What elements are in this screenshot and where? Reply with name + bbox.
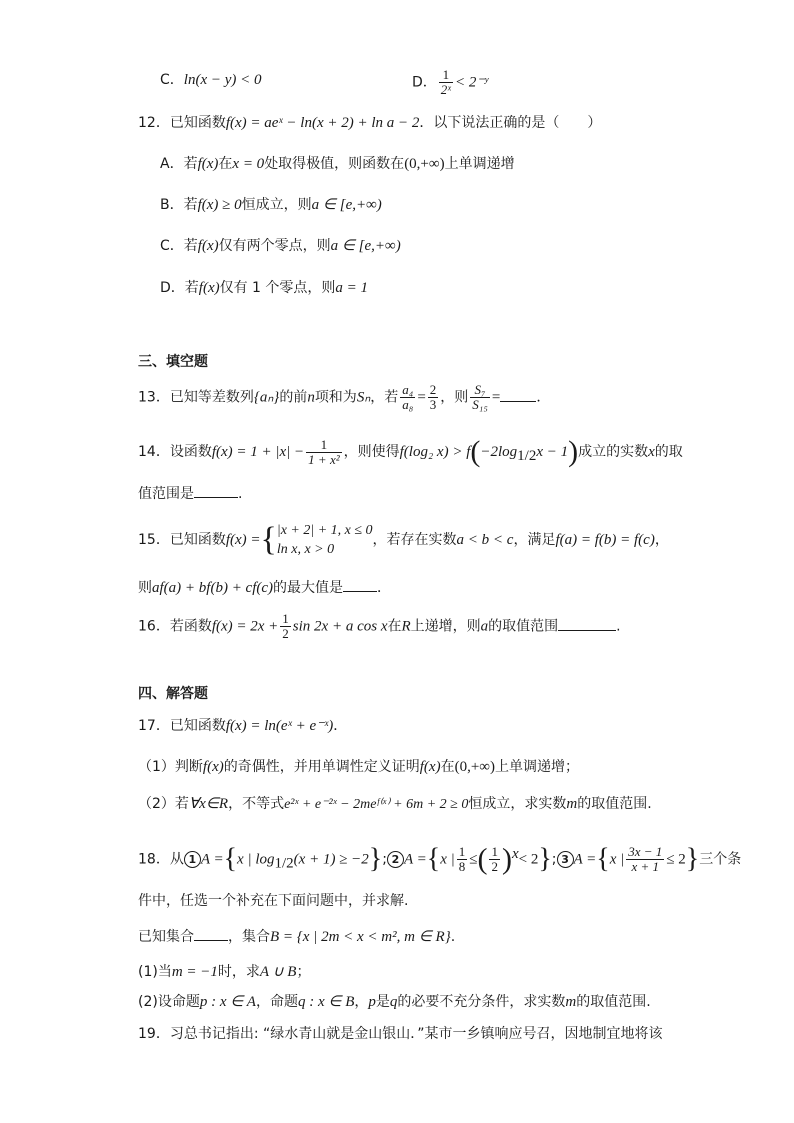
math-expr: f(x) = aeˣ − ln(x + 2) + ln a − 2 bbox=[225, 115, 420, 131]
q16: 16．若函数f(x) = 2x + $\frac{1}{2}$ sin 2x + a cos x在R上递增，则a的取值范围 . bbox=[138, 611, 621, 641]
fraction: $\frac{1}{2}$ bbox=[282, 611, 289, 641]
fraction: $\frac{\text{a₄}}{\text{a₈}}$ bbox=[402, 382, 414, 412]
q11-option-c bbox=[160, 70, 262, 90]
circled-number-1: 1 bbox=[184, 851, 201, 868]
fraction: $\frac{1}{2}$ bbox=[491, 844, 498, 875]
math-expr: < 2⁻ʸ bbox=[454, 74, 489, 91]
math-expr: ln(x − y) < 0 bbox=[183, 72, 262, 88]
q18-line3: 已知集合 ，集合B = {x | 2m < x < m², m ∈ R}. bbox=[138, 926, 455, 947]
answer-blank bbox=[194, 926, 228, 941]
q18-sub1: (1)当m = −1时，求A ∪ B； bbox=[138, 964, 311, 980]
circled-number-2: 2 bbox=[387, 851, 404, 868]
q15: 15．已知函数f(x) ={ |x + 2| + 1, x ≤ 0 ln x, x > 0 ，若存在实数a < b < c，满足f(a) = f(b) = f(c)， bbox=[138, 521, 669, 558]
q17-part2: （2）若∀x∈R，不等式e²ˣ + e⁻²ˣ − 2meᶠ⁽ˣ⁾ + 6m + 2 ≥ 0恒成立，求实数m的取值范围. bbox=[138, 796, 652, 812]
option-label: D． bbox=[412, 74, 437, 91]
answer-blank bbox=[558, 616, 616, 631]
fraction: $\frac{2}{3}$ bbox=[429, 382, 437, 412]
fraction: $\frac{1}{\text{2ˣ}}$ bbox=[440, 67, 451, 97]
q11-option-d bbox=[412, 68, 488, 97]
q17-part1: （1）判断f(x)的奇偶性，并用单调性定义证明f(x)在(0,+∞)上单调递增； bbox=[138, 759, 579, 775]
q18: 18．从 1 A ={x | $\log_{1/2}(x + 1) \ge -2$}; 2 A ={x | $\frac{1}{8}$ ≤( $\frac{1}{2}$ )$^x$< 2}; 3 A ={x | $\frac{3x - 1}{x + 1}$ ≤ 2}三个条 bbox=[138, 842, 742, 876]
q14: 14．设函数f(x) = 1 + |x| − $\frac{1}{\text{1 + x²}}$ ，则使得f(log₂ $x) > f(-2\log_{1/2}x - 1)$成立的实数x的取 bbox=[138, 435, 683, 468]
q18-sub2: (2)设命题p : x ∈ A，命题q : x ∈ B，p是q的必要不充分条件，求实数m的取值范围. bbox=[138, 994, 651, 1010]
q12-option-a: A．若f(x)在x = 0处取得极值，则函数在(0,+∞)上单调递增 bbox=[160, 156, 515, 172]
fraction: $\frac{\text{S₇}}{\text{S₁₅}}$ bbox=[472, 382, 488, 412]
q12-stem: 12．已知函数f(x) = aeˣ − ln(x + 2) + ln a − 2．以下说法正确的是（ ） bbox=[138, 115, 602, 131]
q12-option-b: B．若f(x) ≥ 0恒成立，则a ∈ [e,+∞) bbox=[160, 197, 382, 213]
fraction: $\frac{3x - 1}{x + 1}$ bbox=[628, 844, 663, 875]
section-heading-solve: 四、解答题 bbox=[138, 686, 208, 702]
q14-line2: 值范围是 . bbox=[138, 483, 242, 504]
answer-blank bbox=[194, 483, 238, 498]
q12-option-c: C．若f(x)仅有两个零点，则a ∈ [e,+∞) bbox=[160, 238, 401, 254]
section-heading-fill-blank: 三、填空题 bbox=[138, 354, 208, 370]
answer-blank bbox=[343, 577, 377, 592]
option-label: C． bbox=[160, 72, 184, 88]
q19: 19．习总书记指出: “绿水青山就是金山银山．”某市一乡镇响应号召，因地制宜地将该 bbox=[138, 1026, 663, 1042]
q15-line2: 则af(a) + bf(b) + cf(c)的最大值是 ． bbox=[138, 577, 391, 598]
circled-number-3: 3 bbox=[557, 851, 574, 868]
fraction: $\frac{1}{\text{1 + x²}}$ bbox=[308, 436, 340, 467]
fraction: $\frac{1}{8}$ bbox=[458, 844, 466, 875]
q17: 17．已知函数f(x) = ln(eˣ + e⁻ˣ)． bbox=[138, 718, 348, 734]
answer-blank bbox=[500, 387, 536, 402]
q12-option-d: D．若f(x)仅有 1 个零点，则a = 1 bbox=[160, 280, 369, 296]
piecewise-cases: |x + 2| + 1, x ≤ 0 ln x, x > 0 bbox=[276, 523, 373, 557]
q18-line2: 件中，任选一个补充在下面问题中，并求解. bbox=[138, 893, 409, 909]
q13: 13．已知等差数列{aₙ}的前n项和为Sₙ，若 $\frac{\text{a₄}}{\text{a₈}}$ = $\frac{2}{3}$ ，则 $\frac{\text{S₇}}{\text{S₁₅}}$ = ． bbox=[138, 382, 551, 412]
